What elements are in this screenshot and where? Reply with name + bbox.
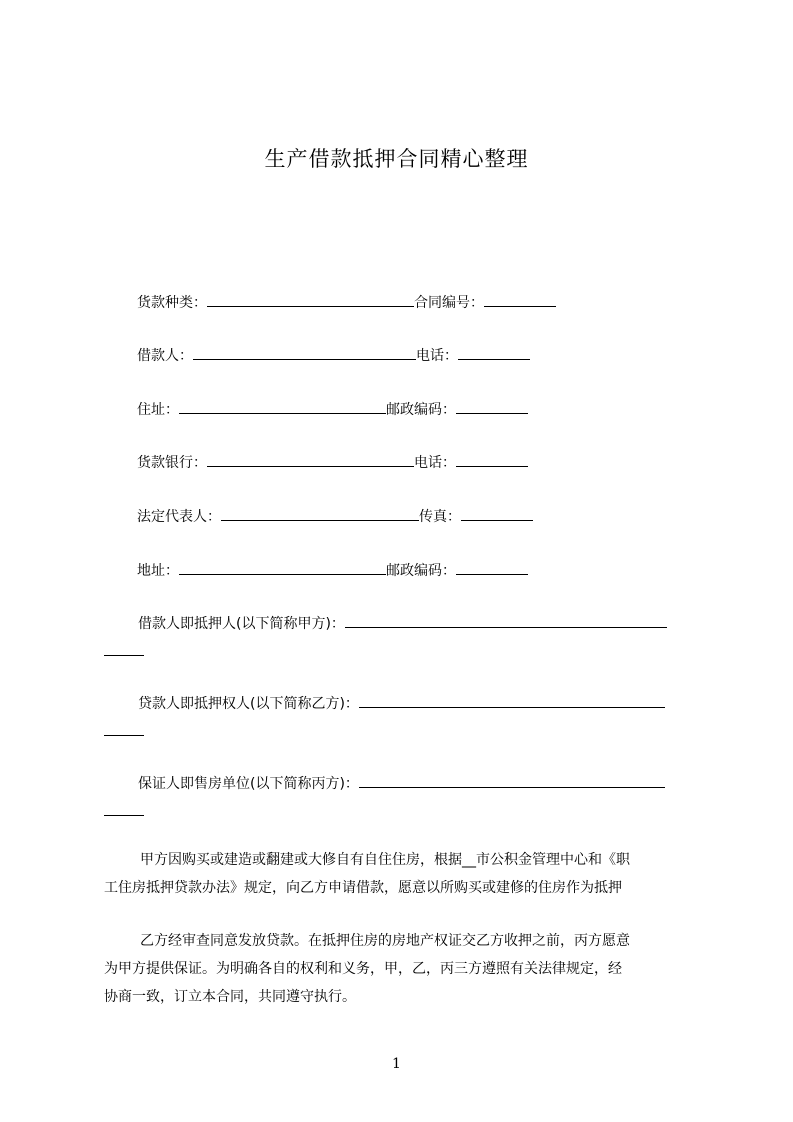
bank-address-row: [137, 560, 528, 580]
guarantor-blank-continued: [104, 801, 144, 816]
legal-rep-row: [137, 506, 533, 526]
borrower-blank: [193, 345, 416, 360]
mortgagor-block: [104, 613, 700, 661]
mortgagor-blank-continued: [104, 641, 144, 656]
borrower-phone-label: 电话：: [416, 348, 458, 364]
guarantor-blank: [359, 773, 665, 788]
guarantor-label: 保证人即售房单位(以下简称丙方)：: [138, 776, 359, 792]
residence-label: 住址：: [137, 402, 179, 418]
loan-type-label: 货款种类：: [137, 295, 207, 311]
residence-postcode-blank: [456, 399, 528, 414]
legal-rep-blank: [221, 506, 419, 521]
loan-type-blank: [207, 292, 414, 307]
mortgagor-blank: [345, 613, 667, 628]
paragraph-2-line-1: 乙方经审查同意发放贷款。在抵押住房的房地产权证交乙方收押之前，丙方愿意: [140, 933, 630, 949]
paragraph-2-line-3: 协商一致，订立本合同，共同遵守执行。: [104, 989, 356, 1005]
mortgagee-blank: [359, 693, 665, 708]
paragraph-1-line-1: 甲方因购买或建造或翻建或大修自有自住住房，根据__市公积金管理中心和《职: [140, 852, 630, 868]
mortgagee-block: [104, 693, 700, 741]
paragraph-1: [104, 846, 700, 902]
page-number: 1: [392, 1056, 401, 1072]
bank-postcode-label: 邮政编码：: [386, 563, 456, 579]
bank-phone-blank: [456, 452, 528, 467]
legal-rep-label: 法定代表人：: [137, 509, 221, 525]
residence-row: [137, 399, 528, 419]
contract-no-blank: [484, 292, 556, 307]
fax-blank: [461, 506, 533, 521]
fax-label: 传真：: [419, 509, 461, 525]
borrower-row: [137, 345, 530, 365]
paragraph-2: [104, 927, 700, 1011]
paragraph-2-line-2: 为甲方提供保证。为明确各自的权利和义务，甲，乙，丙三方遵照有关法律规定，经: [104, 961, 622, 977]
paragraph-1-line-2: 工住房抵押贷款办法》规定，向乙方申请借款，愿意以所购买或建修的住房作为抵押: [104, 880, 622, 896]
document-title: 生产借款抵押合同精心整理: [264, 147, 529, 171]
lender-bank-blank: [207, 452, 414, 467]
lender-bank-row: [137, 452, 528, 472]
mortgagee-blank-continued: [104, 721, 144, 736]
guarantor-block: [104, 773, 700, 821]
borrower-phone-blank: [458, 345, 530, 360]
loan-type-row: [137, 292, 556, 312]
lender-bank-label: 货款银行：: [137, 455, 207, 471]
mortgagor-label: 借款人即抵押人(以下简称甲方)：: [138, 616, 345, 632]
residence-blank: [179, 399, 386, 414]
bank-address-blank: [179, 560, 386, 575]
bank-phone-label: 电话：: [414, 455, 456, 471]
bank-postcode-blank: [456, 560, 528, 575]
mortgagee-label: 贷款人即抵押权人(以下简称乙方)：: [138, 696, 359, 712]
residence-postcode-label: 邮政编码：: [386, 402, 456, 418]
borrower-label: 借款人：: [137, 348, 193, 364]
contract-no-label: 合同编号：: [414, 295, 484, 311]
bank-address-label: 地址：: [137, 563, 179, 579]
